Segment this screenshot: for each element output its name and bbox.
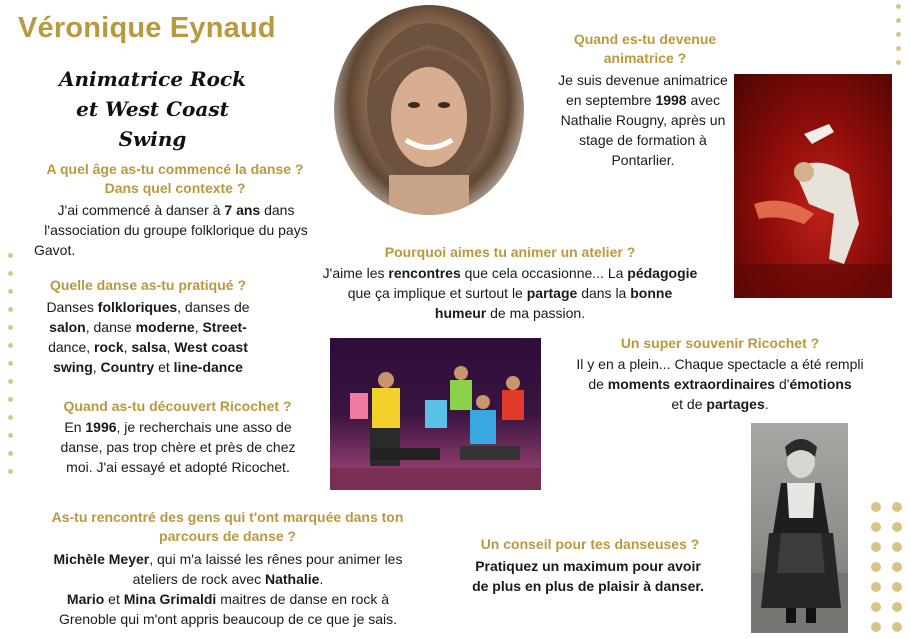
met-line-4: Grenoble qui m'ont appris beaucoup de ce que je sais.: [58, 611, 398, 627]
group-dance-figures: [330, 338, 541, 490]
decor-dot: [8, 325, 13, 330]
decor-dot: [8, 451, 13, 456]
when-text-1: en septembre: [565, 92, 656, 108]
question-met: [20, 508, 435, 546]
decor-dot: [871, 542, 881, 552]
met-bold-1: Michèle Meyer: [53, 551, 150, 567]
dance-stage-figures: [734, 74, 892, 298]
met-bold-4: Mina Grimaldi: [123, 591, 217, 607]
why-text-1: J'aime les: [322, 265, 389, 281]
memory-text-4: .: [764, 396, 769, 412]
answer-age-bold-1: 7 ans: [224, 202, 261, 218]
discover-line-2: danse, pas trop chère et près de chez: [60, 439, 296, 455]
met-text-1: , qui m'a laissé les rênes pour animer les: [149, 551, 403, 567]
question-dance: Quelle danse as-tu pratiqué ?: [49, 277, 247, 293]
dance-text-6: ,: [123, 339, 132, 355]
dance-bold-2: salon: [49, 319, 86, 335]
why-bold-5: humeur: [434, 305, 487, 321]
decor-dot: [8, 253, 13, 258]
memory-text-1: de: [588, 376, 608, 392]
decor-dot: [871, 522, 881, 532]
vintage-child-figure: [751, 423, 848, 633]
dance-bold-6: salsa: [131, 339, 167, 355]
dance-bold-7: West coast: [174, 339, 248, 355]
dance-bold-8: swing: [53, 359, 93, 375]
question-when-line-2: animatrice ?: [603, 50, 687, 66]
advice-line-2: de plus en plus de plaisir à danser.: [472, 578, 704, 594]
decor-dot: [8, 415, 13, 420]
decor-dot: [8, 397, 13, 402]
portrait-photo: [334, 5, 524, 215]
decor-dot: [8, 271, 13, 276]
decor-dot: [8, 469, 13, 474]
question-met-line-2: parcours de danse ?: [159, 528, 296, 544]
dance-text-4: ,: [194, 319, 203, 335]
question-when-line-1: Quand es-tu devenue: [573, 31, 717, 47]
page-title: Véronique Eynaud: [18, 12, 276, 44]
subtitle-line-2: et West Coast Swing: [76, 97, 229, 151]
question-age-line-1: A quel âge as-tu commencé la danse ?: [46, 161, 304, 177]
question-discover: Quand as-tu découvert Ricochet ?: [63, 398, 292, 414]
why-bold-4: bonne: [630, 285, 673, 301]
answer-age: [18, 200, 334, 260]
why-bold-2: pédagogie: [627, 265, 698, 281]
question-when: [545, 30, 745, 68]
met-text-4: et: [104, 591, 124, 607]
dance-text-1: Danses: [46, 299, 98, 315]
decor-dot: [8, 379, 13, 384]
question-age-line-2: Dans quel contexte ?: [104, 180, 246, 196]
answer-age-line-2: l'association du groupe folklorique du pays: [44, 222, 308, 238]
memory-text-2: d': [775, 376, 790, 392]
answer-advice: [450, 556, 726, 596]
met-text-5: maitres de danse en rock à: [216, 591, 390, 607]
question-age: [20, 160, 330, 198]
decor-dot: [8, 307, 13, 312]
decor-dot: [871, 582, 881, 592]
answer-memory: [550, 354, 890, 414]
answer-age-line-3: Gavot.: [34, 242, 76, 258]
dance-text-2: , danses de: [177, 299, 250, 315]
dance-text-9: et: [154, 359, 174, 375]
answer-when: [538, 70, 748, 170]
discover-bold-1: 1996: [85, 419, 117, 435]
question-why: Pourquoi aimes tu animer un atelier ?: [384, 244, 636, 260]
memory-line-1: Il y en a plein... Chaque spectacle a été rempli: [576, 356, 864, 372]
subtitle-line-1: Animatrice Rock: [58, 67, 246, 91]
decor-dot: [892, 542, 902, 552]
decor-dot: [896, 4, 901, 9]
decor-dot: [892, 562, 902, 572]
dance-text-5: dance,: [48, 339, 95, 355]
decor-dot: [871, 562, 881, 572]
discover-text-1: En: [64, 419, 86, 435]
question-met-line-1: As-tu rencontré des gens qui t'ont marquée dans ton: [51, 509, 404, 525]
discover-text-2: , je recherchais une asso de: [116, 419, 292, 435]
decor-dot: [8, 343, 13, 348]
why-bold-1: rencontres: [388, 265, 461, 281]
answer-why: [295, 263, 725, 323]
dance-stage-photo: [734, 74, 892, 298]
decor-dot: [892, 622, 902, 632]
dance-bold-3: moderne: [135, 319, 195, 335]
portrait-figure: [334, 5, 524, 215]
met-bold-2: Nathalie: [264, 571, 320, 587]
decor-dot: [896, 32, 901, 37]
when-line-1: Je suis devenue animatrice: [558, 72, 728, 88]
vintage-child-photo: [751, 423, 848, 633]
group-dance-photo: [330, 338, 541, 490]
decor-dot: [892, 502, 902, 512]
decor-dot: [896, 18, 901, 23]
dance-bold-10: line-dance: [173, 359, 243, 375]
dance-bold-9: Country: [100, 359, 155, 375]
dance-bold-1: folkloriques: [97, 299, 178, 315]
decor-dot: [8, 289, 13, 294]
why-text-2: que cela occasionne... La: [460, 265, 628, 281]
decor-dot: [8, 433, 13, 438]
why-text-5: de ma passion.: [486, 305, 586, 321]
question-memory: Un super souvenir Ricochet ?: [620, 335, 820, 351]
when-line-3: Nathalie Rougny, après un: [560, 112, 726, 128]
why-text-4: dans la: [577, 285, 631, 301]
when-text-2: avec: [686, 92, 721, 108]
when-line-4: stage de formation à: [579, 132, 707, 148]
decor-dot: [892, 602, 902, 612]
dance-text-7: ,: [166, 339, 175, 355]
decor-dot: [871, 622, 881, 632]
dance-text-8: ,: [92, 359, 101, 375]
decor-dot: [871, 602, 881, 612]
question-advice: Un conseil pour tes danseuses ?: [480, 536, 700, 552]
answer-met: [18, 549, 438, 629]
dance-bold-5: rock: [94, 339, 124, 355]
met-text-3: .: [319, 571, 324, 587]
decor-dot: [896, 60, 901, 65]
memory-bold-3: partages: [706, 396, 765, 412]
met-text-2: ateliers de rock avec: [132, 571, 265, 587]
answer-age-text-2: dans: [260, 202, 295, 218]
why-text-3: que ça implique et surtout le: [347, 285, 527, 301]
answer-dance: [28, 297, 268, 377]
dance-text-3: , danse: [85, 319, 136, 335]
decor-dot: [892, 582, 902, 592]
decor-dot: [896, 46, 901, 51]
met-bold-3: Mario: [66, 591, 105, 607]
decor-dot: [892, 522, 902, 532]
when-bold-1: 1998: [655, 92, 687, 108]
dance-bold-4: Street-: [202, 319, 247, 335]
decor-dot: [8, 361, 13, 366]
memory-bold-2: émotions: [789, 376, 852, 392]
when-line-5: Pontarlier.: [611, 152, 675, 168]
why-bold-3: partage: [526, 285, 578, 301]
advice-line-1: Pratiquez un maximum pour avoir: [475, 558, 701, 574]
decor-dot: [871, 502, 881, 512]
memory-text-3: et de: [671, 396, 707, 412]
answer-age-text-1: J'ai commencé à danser à: [57, 202, 225, 218]
answer-discover: [38, 417, 318, 477]
memory-bold-1: moments extraordinaires: [607, 376, 776, 392]
discover-line-3: moi. J'ai essayé et adopté Ricochet.: [66, 459, 290, 475]
page-subtitle: [40, 64, 265, 154]
